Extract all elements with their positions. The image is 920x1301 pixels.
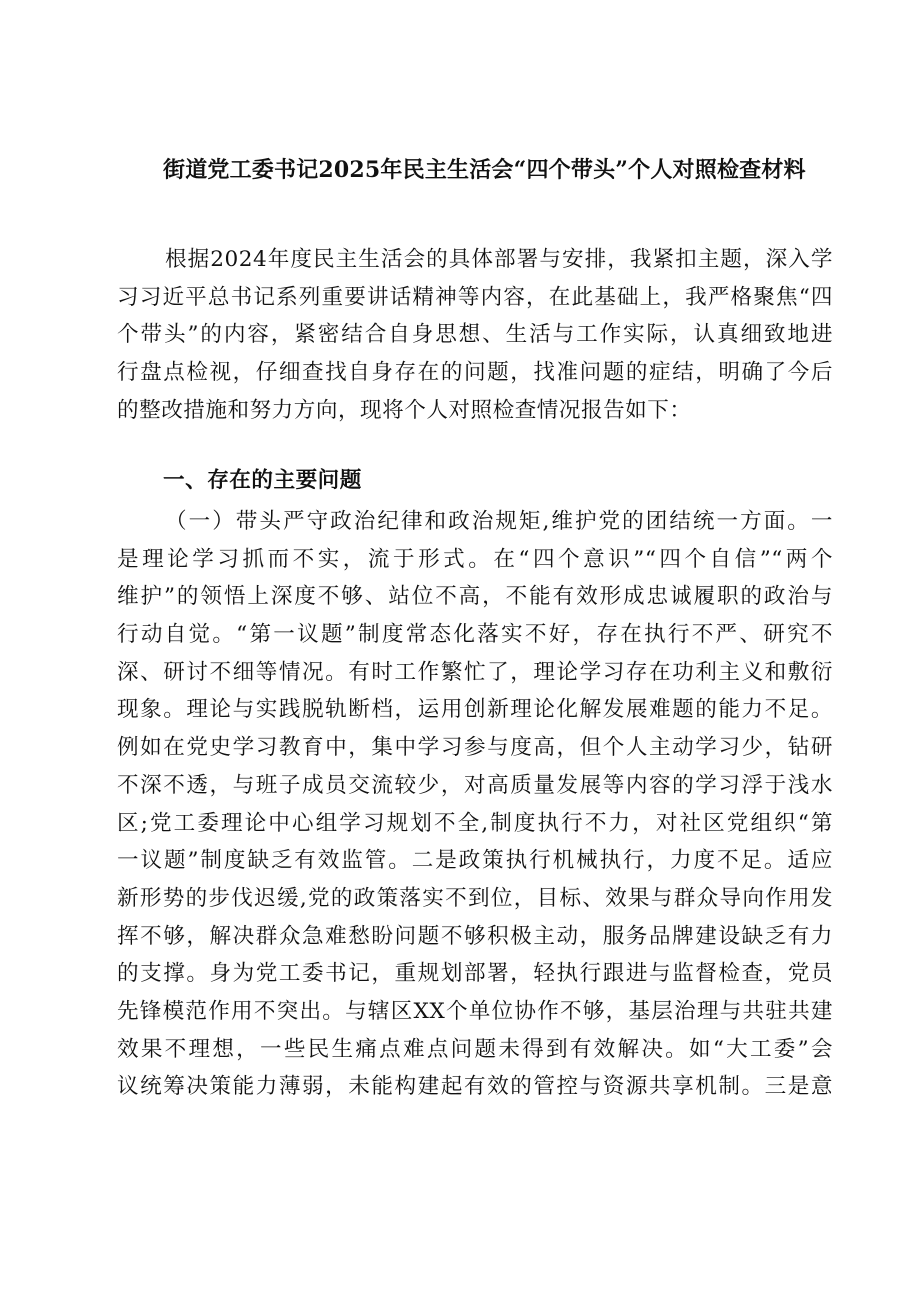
text-line: 行动自觉。“第一议题”制度常态化落实不好，存在执行不严、研究不 (117, 622, 833, 648)
text-line: 议统筹决策能力薄弱，未能构建起有效的管控与资源共享机制。三是意 (117, 1074, 833, 1100)
text-line: 先锋模范作用不突出。与辖区XX个单位协作不够，基层治理与共驻共建 (117, 998, 833, 1024)
text-line: 新形势的步伐迟缓,党的政策落实不到位，目标、效果与群众导向作用发 (117, 885, 833, 911)
section-heading: 一、存在的主要问题 (163, 468, 362, 493)
text-line: 个带头”的内容，紧密结合自身思想、生活与工作实际，认真细致地进 (117, 322, 833, 348)
document-title: 街道党工委书记2025年民主生活会“四个带头”个人对照检查材料 (163, 157, 806, 183)
text-line: 维护”的领悟上深度不够、站位不高，不能有效形成忠诚履职的政治与 (117, 584, 833, 610)
text-line: 是理论学习抓而不实，流于形式。在“四个意识”“四个自信”“两个 (117, 546, 833, 572)
section-paragraph (117, 503, 833, 1106)
text-line: （一）带头严守政治纪律和政治规矩,维护党的团结统一方面。一 (165, 509, 833, 534)
text-line: 不深不透，与班子成员交流较少，对高质量发展等内容的学习浮于浅水 (117, 772, 833, 798)
text-line: 区;党工委理论中心组学习规划不全,制度执行不力，对社区党组织“第 (117, 810, 833, 836)
text-line: 习习近平总书记系列重要讲话精神等内容，在此基础上，我严格聚焦“四 (117, 284, 833, 310)
text-line: 深、研讨不细等情况。有时工作繁忙了，理论学习存在功利主义和敷衍 (117, 659, 833, 685)
text-line: 根据2024年度民主生活会的具体部署与安排，我紧扣主题，深入学 (165, 247, 833, 272)
text-line: 挥不够，解决群众急难愁盼问题不够积极主动，服务品牌建设缺乏有力 (117, 923, 833, 949)
intro-paragraph (117, 241, 833, 429)
text-line: 例如在党史学习教育中，集中学习参与度高，但个人主动学习少，钻研 (117, 735, 833, 761)
text-line: 行盘点检视，仔细查找自身存在的问题，找准问题的症结，明确了今后 (117, 360, 833, 386)
text-line: 的支撑。身为党工委书记，重规划部署，轻执行跟进与监督检查，党员 (117, 961, 833, 987)
text-line: 一议题”制度缺乏有效监管。二是政策执行机械执行，力度不足。适应 (117, 848, 833, 874)
text-line: 的整改措施和努力方向，现将个人对照检查情况报告如下： (117, 397, 692, 423)
text-line: 效果不理想，一些民生痛点难点问题未得到有效解决。如“大工委”会 (117, 1036, 833, 1062)
text-line: 现象。理论与实践脱轨断档，运用创新理论化解发展难题的能力不足。 (117, 697, 833, 723)
